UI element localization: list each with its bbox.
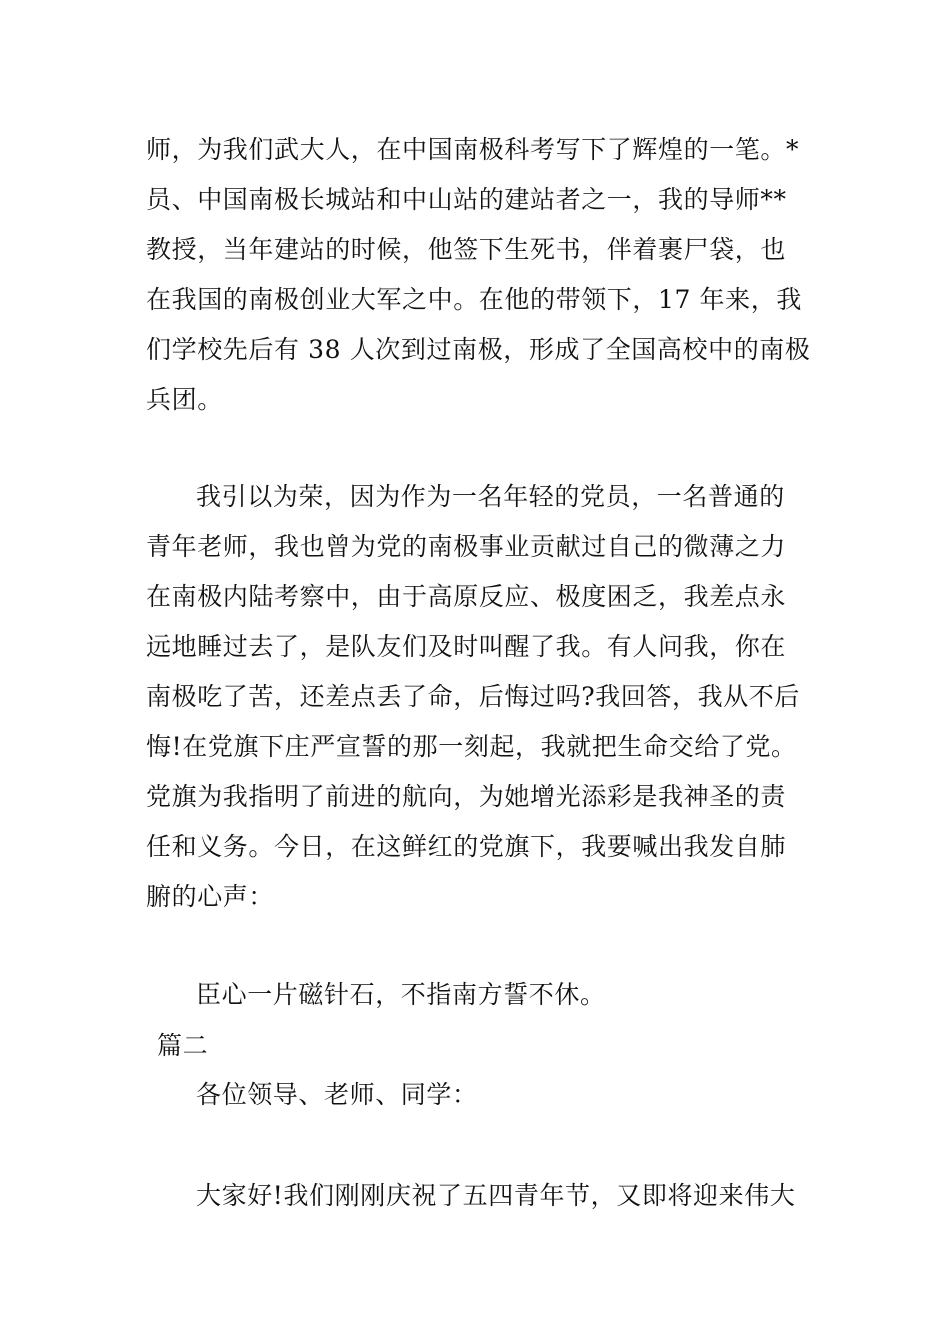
paragraph-2-line-2: 青年老师，我也曾为党的南极事业贡献过自己的微薄之力 [146,532,787,561]
verse-line: 臣心一片磁针石，不指南方誓不休。 [196,980,606,1009]
opening-line: 大家好!我们刚刚庆祝了五四青年节，又即将迎来伟大 [196,1181,796,1210]
paragraph-2-line-1: 我引以为荣，因为作为一名年轻的党员，一名普通的 [196,482,785,511]
paragraph-2-line-9: 腑的心声： [146,882,275,911]
paragraph-1-line-2: 员、中国南极长城站和中山站的建站者之一，我的导师** [146,185,787,214]
paragraph-2-line-3: 在南极内陆考察中，由于高原反应、极度困乏，我差点永 [146,582,787,611]
paragraph-2-line-7: 党旗为我指明了前进的航向，为她增光添彩是我神圣的责 [146,782,787,811]
section-heading: 篇二 [157,1031,209,1060]
paragraph-1-line-3: 教授，当年建站的时候，他签下生死书，伴着裹尸袋，也 [146,235,787,264]
paragraph-1-line-4: 在我国的南极创业大军之中。在他的带领下，17 年来，我 [146,285,802,314]
paragraph-2-line-5: 南极吃了苦，还差点丢了命，后悔过吗?我回答，我从不后 [146,682,801,711]
paragraph-2-line-4: 远地睡过去了，是队友们及时叫醒了我。有人问我，你在 [146,632,787,661]
paragraph-2-line-8: 任和义务。今日，在这鲜红的党旗下，我要喊出我发自肺 [146,832,787,861]
paragraph-1-line-1: 师，为我们武大人，在中国南极科考写下了辉煌的一笔。* [146,135,800,164]
paragraph-1-line-5: 们学校先后有 38 人次到过南极，形成了全国高校中的南极 [146,335,811,364]
paragraph-1-line-6: 兵团。 [146,385,223,414]
paragraph-2-line-6: 悔!在党旗下庄严宣誓的那一刻起，我就把生命交给了党。 [146,732,797,761]
salutation-line: 各位领导、老师、同学： [196,1080,478,1109]
